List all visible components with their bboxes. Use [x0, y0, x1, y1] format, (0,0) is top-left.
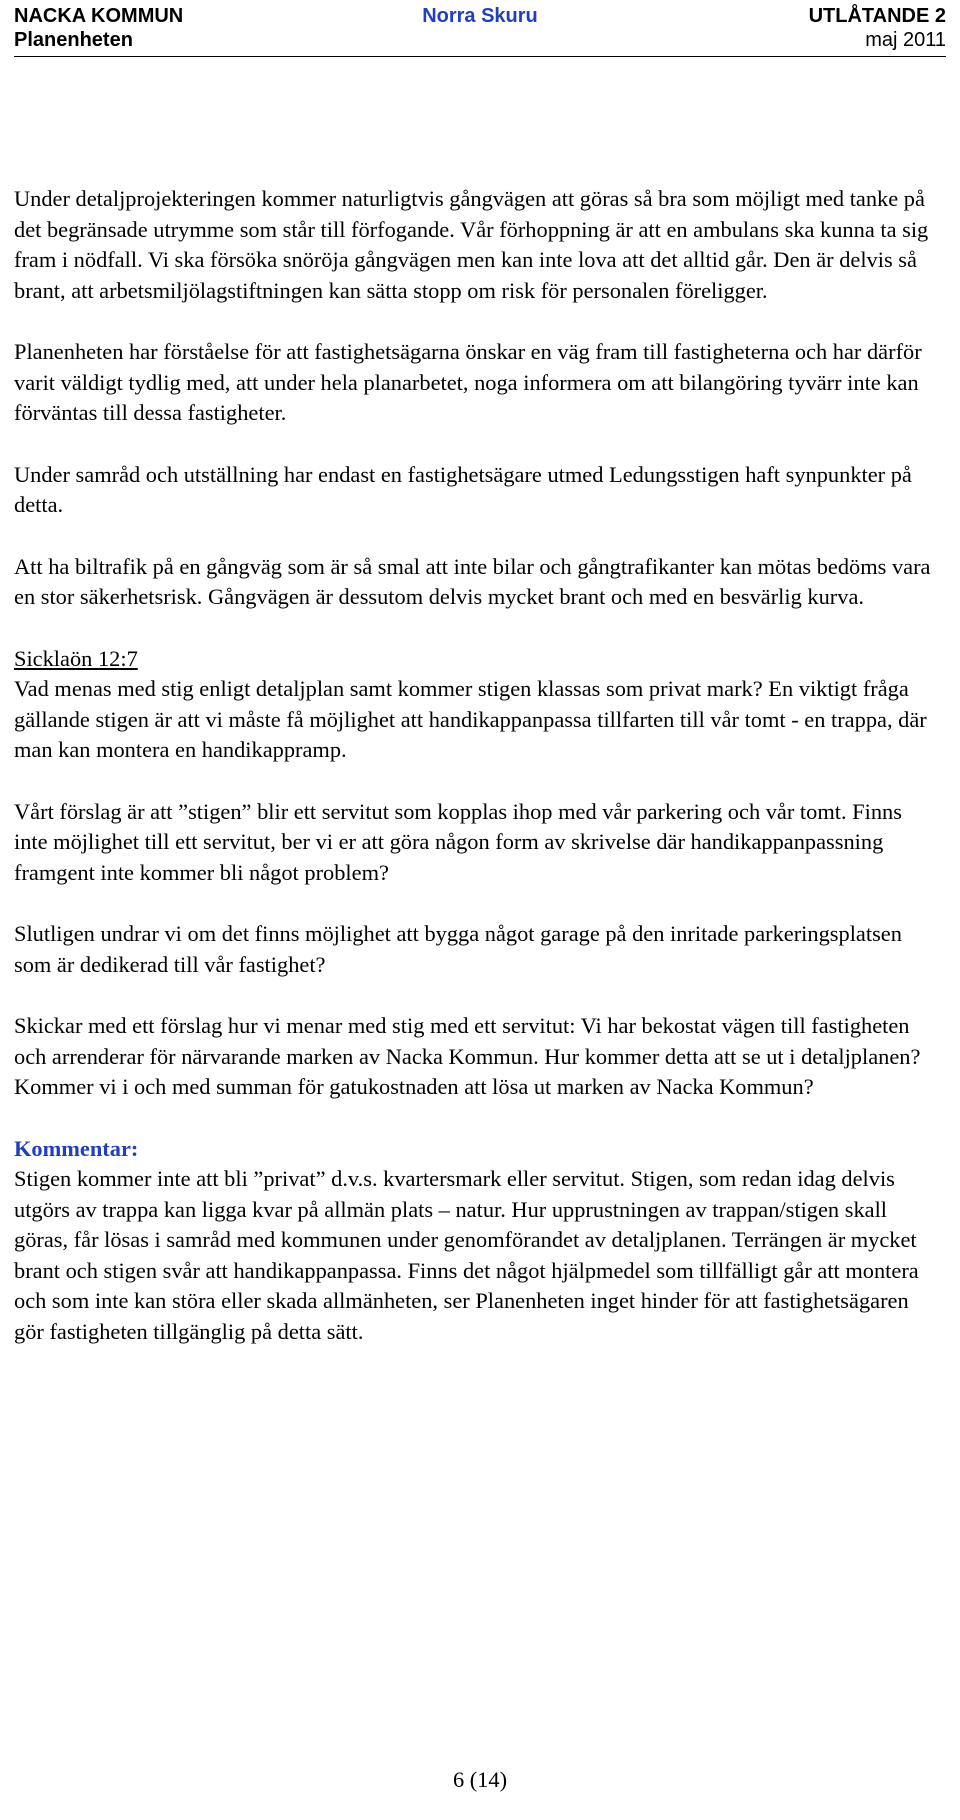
document-body: [14, 184, 940, 1378]
header-org: NACKA KOMMUN: [14, 5, 184, 27]
header-divider: [14, 56, 946, 57]
section-paragraph-3: Slutligen undrar vi om det finns möjlighet att bygga något garage på den inritade parkeringsplatsen som är dedikerad till vår fastighet?: [14, 921, 902, 977]
header-row-top: [14, 4, 946, 28]
header-project: Norra Skuru: [422, 5, 538, 27]
section-paragraph-1: Vad menas med stig enligt detaljplan samt kommer stigen klassas som privat mark? En viktigt fråga gällande stigen är att vi måste få möjlighet att handikappanpassa tillfarten till vår tomt - en trappa, där man kan montera en handikappramp.: [14, 676, 927, 762]
section-block: [14, 644, 940, 766]
paragraph-3: Under samråd och utställning har endast en fastighetsägare utmed Ledungsstigen haft synpunkter på detta.: [14, 461, 912, 517]
comment-text: Stigen kommer inte att bli ”privat” d.v.s. kvartersmark eller servitut. Stigen, som redan idag delvis utgörs av trappa kan ligga kvar på allmän plats – natur. Hur upprustningen av trappan/stigen skall göras, får lösas i samråd med kommunen under genomförandet av detaljplanen. Terrängen är mycket brant och stigen svår att handikappanpassa. Finns det något hjälpmedel som tillfälligt går att montera och som inte kan störa eller skada allmänheten, ser Planenheten inget hinder för att fastighetsägaren gör fastigheten tillgänglig på detta sätt.: [14, 1166, 919, 1344]
header-doc-title: UTLÅTANDE 2: [808, 5, 946, 27]
paragraph-2: Planenheten har förståelse för att fastighetsägarna önskar en väg fram till fastigheterna och har därför varit väldigt tydlig med, att under hela planarbetet, noga informera om att bilangöring tyvärr inte kan förväntas till dessa fastigheter.: [14, 339, 922, 425]
page-number: 6 (14): [452, 1767, 508, 1792]
header-dept: Planenheten: [14, 29, 133, 51]
header-date: maj 2011: [865, 29, 946, 51]
section-paragraph-4: Skickar med ett förslag hur vi menar med stig med ett servitut: Vi har bekostat vägen till fastigheten och arrenderar för närvarande marken av Nacka Kommun. Hur kommer detta att se ut i detaljplanen? Kommer vi i och med summan för gatukostnaden att lösa ut marken av Nacka Kommun?: [14, 1013, 921, 1099]
section-heading: Sicklaön 12:7: [14, 645, 138, 671]
paragraph-4: Att ha biltrafik på en gångväg som är så smal att inte bilar och gångtrafikanter kan mötas bedöms vara en stor säkerhetsrisk. Gångvägen är dessutom delvis mycket brant och med en besvärlig kurva.: [14, 553, 931, 609]
comment-label: Kommentar:: [14, 1135, 139, 1161]
page-header: [14, 4, 946, 52]
paragraph-1: Under detaljprojekteringen kommer naturligtvis gångvägen att göras så bra som möjligt med tanke på det begränsade utrymme som står till förfogande. Vår förhoppning är att en ambulans ska kunna ta sig fram i nödfall. Vi ska försöka snöröja gångvägen men kan inte lova att det alltid går. Den är delvis så brant, att arbetsmiljölagstiftningen kan sätta stopp om risk för personalen föreligger.: [14, 186, 929, 303]
section-paragraph-2: Vårt förslag är att ”stigen” blir ett servitut som kopplas ihop med vår parkering och vår tomt. Finns inte möjlighet till ett servitut, ber vi er att göra någon form av skrivelse där handikappanpassning framgent inte kommer bli något problem?: [14, 798, 902, 885]
header-row-bottom: [14, 28, 946, 52]
comment-block: [14, 1134, 940, 1348]
